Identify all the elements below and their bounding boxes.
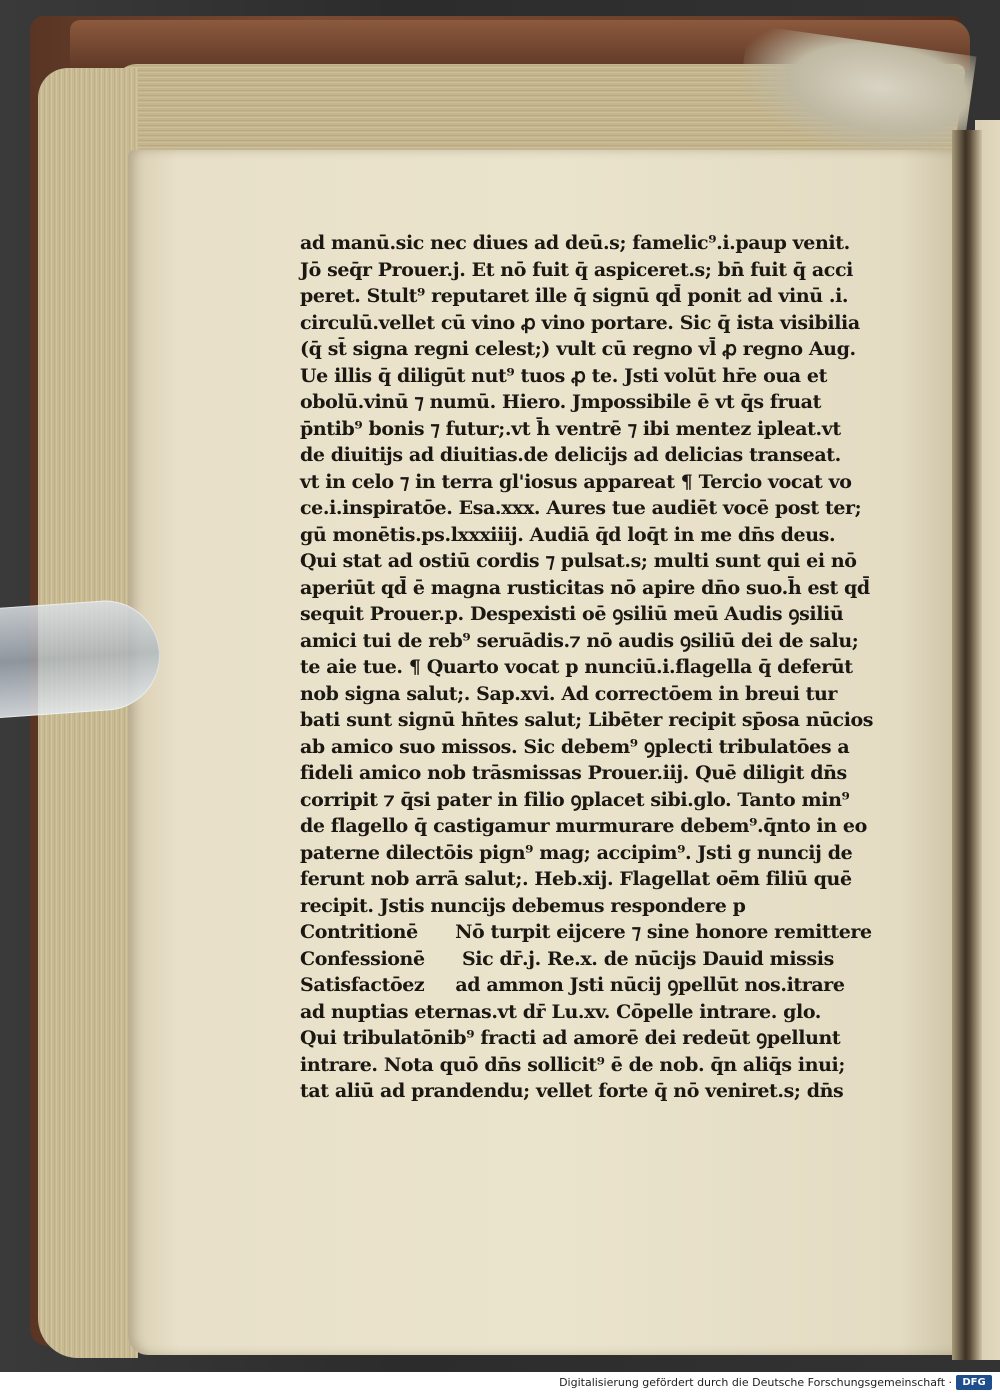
funding-credit: Digitalisierung gefördert durch die Deutsche Forschungsgemeinschaft ·	[559, 1376, 952, 1389]
text-line: ce.i.inspiratōe. Esa.xxx. Aures tue audiēt vocē post ter;	[300, 497, 862, 519]
book-gutter	[952, 130, 982, 1360]
text-line: p̄ntib⁹ bonis ⁊ futur;.vt h̄ ventrē ⁊ ibi mentez ipleat.vt	[300, 417, 841, 440]
text-line: ad nuptias eternas.vt dr̄ Lu.xv. Cōpelle intrare. glo.	[300, 1000, 821, 1023]
text-line: de diuitijs ad diuitias.de delicijs ad delicias transeat.	[300, 444, 841, 466]
text-line: te aie tue. ¶ Quarto vocat p nunciū.i.flagella q̄ deferūt	[300, 656, 853, 678]
text-line: sequit Prouer.p. Despexisti oē ꝯsiliū meū Audis ꝯsiliū	[300, 603, 844, 625]
text-line: Ue illis q̄ diligūt nut⁹ tuos ꝓ te. Jsti volūt hr̄e oua et	[300, 364, 827, 387]
text-line: circulū.vellet cū vino ꝓ vino portare. Sic q̄ ista visibilia	[300, 311, 860, 334]
footer-bar	[0, 1372, 1000, 1394]
text-line: paterne dilectōis pign⁹ mag; accipim⁹. Jsti g nuncij de	[300, 841, 853, 864]
text-line: ab amico suo missos. Sic debem⁹ ꝯplecti tribulatōes a	[300, 735, 850, 758]
text-line: aperiūt qd̄ ē magna rusticitas nō apire dn̄o suo.h̄ est qd̄	[300, 576, 870, 599]
text-line: Qui tribulatōnib⁹ fracti ad amorē dei redeūt ꝯpellunt	[300, 1027, 841, 1049]
text-line: ad manū.sic nec diues ad deū.s; famelic⁹.i.paup venit.	[300, 232, 850, 254]
text-line: amici tui de reb⁹ seruādis.⁊ nō audis ꝯsiliū dei de salu;	[300, 629, 859, 652]
text-line: nob signa salut;. Sap.xvi. Ad correctōem in breui tur	[300, 682, 838, 705]
text-line: de flagello q̄ castigamur murmurare debem⁹.q̄nto in eo	[300, 815, 867, 837]
page-text	[300, 230, 890, 1105]
text-line: Qui stat ad ostiū cordis ⁊ pulsat.s; multi sunt qui ei nō	[300, 550, 857, 572]
text-line: obolū.vinū ⁊ numū. Hiero. Jmpossibile ē vt q̄s fruat	[300, 391, 821, 413]
text-line: Contritionē Nō turpit eijcere ⁊ sine honore remittere	[300, 921, 872, 943]
text-line: corripit ⁊ q̄si pater in filio ꝯplacet sibi.glo. Tanto min⁹	[300, 788, 850, 811]
dfg-logo: DFG	[956, 1375, 992, 1390]
text-line: intrare. Nota quō dn̄s sollicit⁹ ē de nob. q̄n aliq̄s inui;	[300, 1053, 845, 1076]
text-line: recipit. Jstis nuncijs debemus respondere p	[300, 894, 746, 917]
text-line: (q̄ st̄ signa regni celest;) vult cū regno vl̄ ꝓ regno Aug.	[300, 338, 856, 360]
text-line: gū monētis.ps.lxxxiiij. Audiā q̄d loq̄t in me dn̄s deus.	[300, 523, 836, 546]
text-line: Satisfactōez ad ammon Jsti nūcij ꝯpellūt nos.itrare	[300, 974, 845, 996]
text-line: fideli amico nob trāsmissas Prouer.iij. Quē diligit dn̄s	[300, 762, 847, 784]
text-line: Jō seq̄r Prouer.j. Et nō fuit q̄ aspiceret.s; bn̄ fuit q̄ acci	[300, 258, 853, 281]
text-line: tat aliū ad prandendu; vellet forte q̄ nō veniret.s; dn̄s	[300, 1080, 844, 1102]
text-line: Confessionē Sic dr̄.j. Re.x. de nūcijs Dauid missis	[300, 947, 834, 970]
text-line: peret. Stult⁹ reputaret ille q̄ signū qd̄ ponit ad vinū .i.	[300, 285, 849, 307]
text-line: vt in celo ⁊ in terra gl'iosus appareat ¶ Tercio vocat vo	[300, 470, 852, 493]
text-line: bati sunt signū hn̄tes salut; Libēter recipit sp̄osa nūcios	[300, 709, 874, 731]
text-line: ferunt nob arrā salut;. Heb.xij. Flagellat oēm filiū quē	[300, 868, 852, 890]
